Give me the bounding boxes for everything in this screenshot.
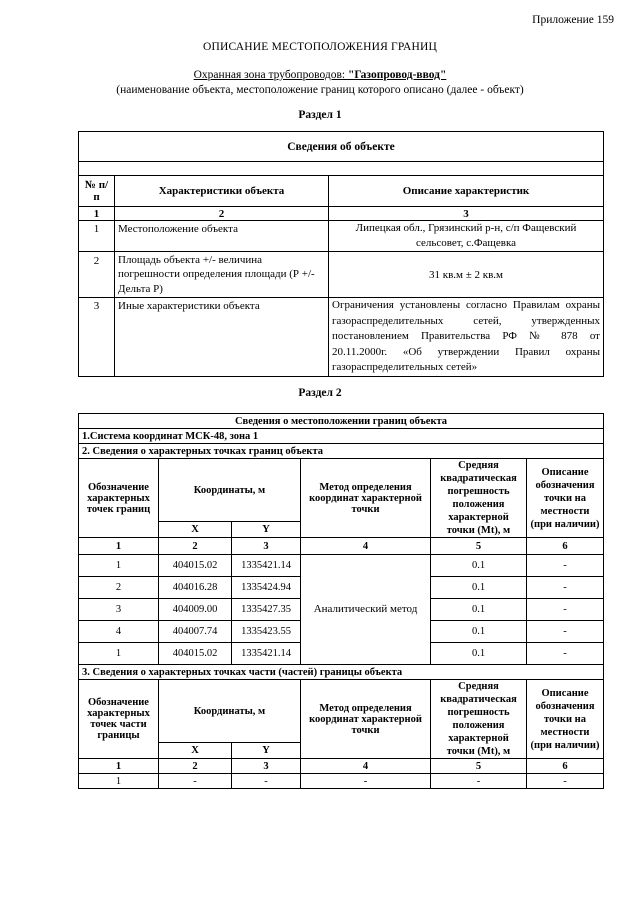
object-info-table: [78, 131, 604, 377]
point-number: 1: [79, 555, 159, 577]
col-number-5: 5: [431, 538, 527, 555]
table-row: [79, 252, 604, 298]
col-header-error: Средняя квадратическая погрешность положения характерной точки (Mt), м: [431, 459, 527, 538]
row-number: 1: [79, 221, 115, 252]
col-number-5: 5: [431, 759, 527, 774]
col-header-characteristic: Характеристики объекта: [115, 176, 329, 207]
table-row: [79, 298, 604, 377]
col-header-part-method: Метод определения координат характерной точки: [301, 680, 431, 759]
part-point-method: -: [301, 774, 431, 789]
col-header-number: № п/п: [79, 176, 115, 207]
col-header-x: X: [159, 522, 232, 538]
col-number-2: 2: [159, 538, 232, 555]
col-header-method: Метод определения координат характерной точки: [301, 459, 431, 538]
col-header-point: Обозначение характерных точек границ: [79, 459, 159, 538]
point-number: 2: [79, 577, 159, 599]
point-description: -: [527, 577, 604, 599]
point-y: 1335421.14: [232, 555, 301, 577]
point-x: 404015.02: [159, 555, 232, 577]
object-note: (наименование объекта, местоположение границ которого описано (далее - объект): [116, 84, 524, 96]
point-number: 4: [79, 621, 159, 643]
point-description: -: [527, 555, 604, 577]
section-2-title: Раздел 2: [298, 387, 342, 399]
point-y: 1335421.14: [232, 643, 301, 665]
table-row: [79, 555, 604, 577]
col-number-3: 3: [329, 207, 604, 221]
object-info-table-title: Сведения об объекте: [79, 132, 604, 162]
boundary-points-table: [78, 413, 604, 789]
row-characteristic: Площадь объекта +/- величина погрешности определения площади (Р +/- Дельта Р): [115, 252, 329, 298]
point-description: -: [527, 599, 604, 621]
point-y: 1335427.35: [232, 599, 301, 621]
table-row: [79, 221, 604, 252]
part-point-number: 1: [79, 774, 159, 789]
section-1-title: Раздел 1: [298, 109, 342, 121]
spacer-row: [79, 162, 604, 176]
point-x: 404015.02: [159, 643, 232, 665]
point-y: 1335424.94: [232, 577, 301, 599]
point-error: 0.1: [431, 555, 527, 577]
coordinate-system: 1.Система координат МСК-48, зона 1: [79, 429, 604, 444]
row-description: 31 кв.м ± 2 кв.м: [329, 252, 604, 298]
part-point-error: -: [431, 774, 527, 789]
part-point-x: -: [159, 774, 232, 789]
col-number-4: 4: [301, 759, 431, 774]
object-title: "Газопровод-ввод": [347, 69, 447, 81]
col-header-description: Описание характеристик: [329, 176, 604, 207]
point-description: -: [527, 621, 604, 643]
part-point-y: -: [232, 774, 301, 789]
document-title: ОПИСАНИЕ МЕСТОПОЛОЖЕНИЯ ГРАНИЦ: [202, 41, 438, 53]
object-name: [0, 69, 640, 81]
point-x: 404016.28: [159, 577, 232, 599]
part-2-title: 2. Сведения о характерных точках границ объекта: [79, 444, 604, 459]
point-error: 0.1: [431, 643, 527, 665]
col-number-6: 6: [527, 759, 604, 774]
row-number: 2: [79, 252, 115, 298]
point-x: 404009.00: [159, 599, 232, 621]
point-error: 0.1: [431, 577, 527, 599]
table-row: [79, 774, 604, 789]
row-characteristic: Местоположение объекта: [115, 221, 329, 252]
col-header-point-description: Описание обозначения точки на местности (при наличии): [527, 459, 604, 538]
col-number-1: 1: [79, 538, 159, 555]
object-prefix: Охранная зона трубопроводов:: [193, 69, 348, 81]
point-method: Аналитический метод: [301, 555, 431, 665]
part-3-title: 3. Сведения о характерных точках части (частей) границы объекта: [79, 665, 604, 680]
point-number: 1: [79, 643, 159, 665]
col-number-2: 2: [115, 207, 329, 221]
col-number-3: 3: [232, 538, 301, 555]
row-number: 3: [79, 298, 115, 377]
col-number-1: 1: [79, 759, 159, 774]
col-number-2: 2: [159, 759, 232, 774]
appendix-number: Приложение 159: [532, 14, 614, 26]
col-header-part-error: Средняя квадратическая погрешность положения характерной точки (Mt), м: [431, 680, 527, 759]
col-number-3: 3: [232, 759, 301, 774]
col-header-part-description: Описание обозначения точки на местности (при наличии): [527, 680, 604, 759]
point-y: 1335423.55: [232, 621, 301, 643]
point-description: -: [527, 643, 604, 665]
row-characteristic: Иные характеристики объекта: [115, 298, 329, 377]
col-header-coordinates: Координаты, м: [159, 459, 301, 522]
boundary-table-title: Сведения о местоположении границ объекта: [79, 414, 604, 429]
col-number-6: 6: [527, 538, 604, 555]
col-number-1: 1: [79, 207, 115, 221]
col-header-part-point: Обозначение характерных точек части границы: [79, 680, 159, 759]
col-header-y: Y: [232, 522, 301, 538]
col-header-part-coordinates: Координаты, м: [159, 680, 301, 743]
point-error: 0.1: [431, 621, 527, 643]
row-description: Ограничения установлены согласно Правилам охраны газораспределительных сетей, утвержденных постановлением Правительства РФ № 878 от 20.11.2000г. «Об утверждении Правил охраны газораспределительных сетей»: [329, 298, 604, 377]
col-header-part-y: Y: [232, 743, 301, 759]
point-x: 404007.74: [159, 621, 232, 643]
col-header-part-x: X: [159, 743, 232, 759]
point-error: 0.1: [431, 599, 527, 621]
point-number: 3: [79, 599, 159, 621]
part-point-description: -: [527, 774, 604, 789]
col-number-4: 4: [301, 538, 431, 555]
row-description: Липецкая обл., Грязинский р-н, с/п Фащевский сельсовет, с.Фащевка: [329, 221, 604, 252]
